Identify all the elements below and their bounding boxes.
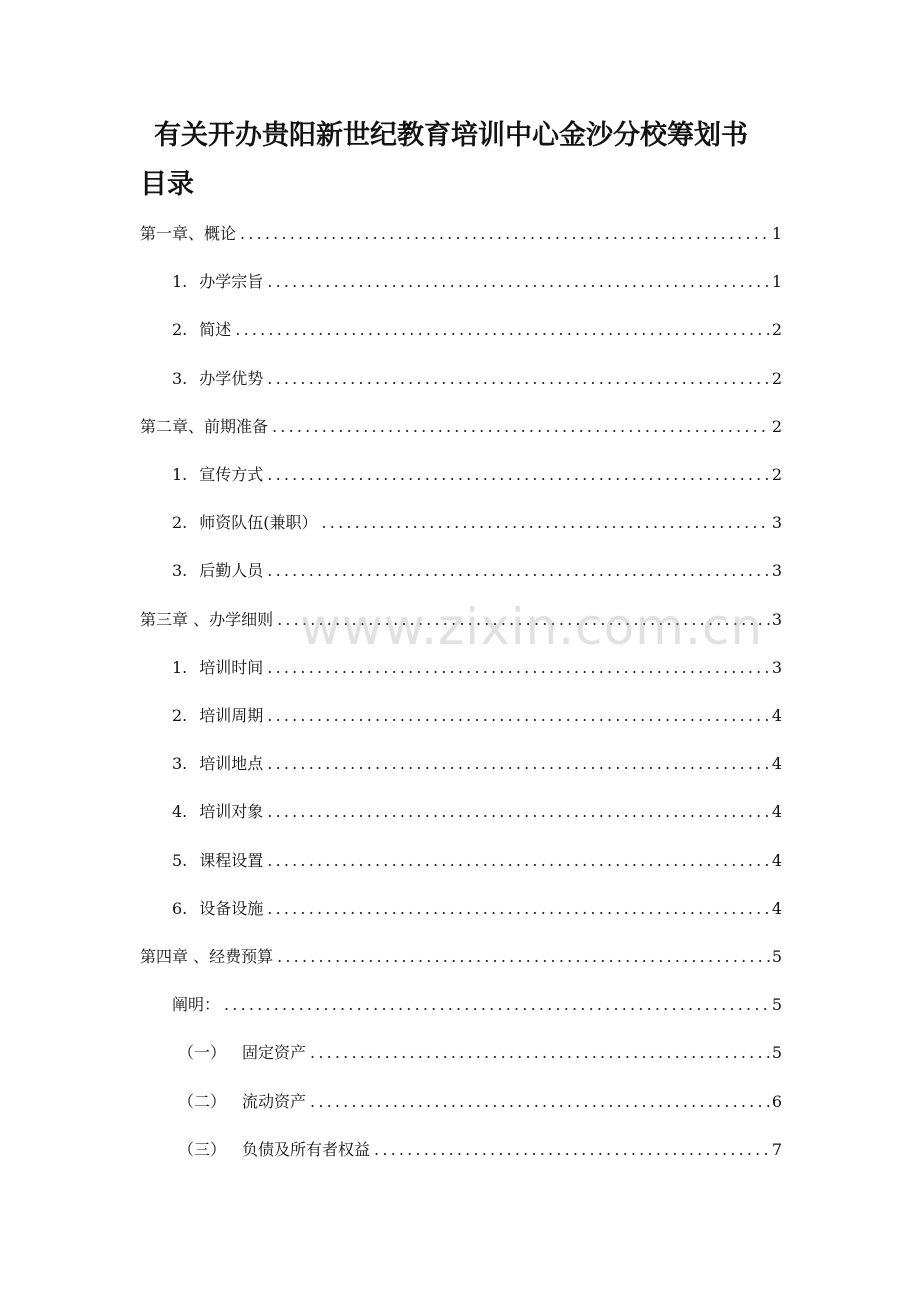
toc-entry-number: 5. (172, 850, 188, 870)
toc-dot-leader (267, 644, 770, 692)
toc-dot-leader (267, 837, 770, 885)
toc-entry[interactable] (172, 837, 782, 885)
toc-entry-label (178, 1029, 310, 1077)
toc-entry-number: 2. (172, 320, 188, 340)
toc-entry-label (140, 403, 272, 451)
toc-entry-label (178, 1078, 310, 1126)
toc-entry-number: （三） (178, 1139, 227, 1159)
toc-dot-leader (310, 1078, 770, 1126)
toc-entry-text: 培训周期 (199, 706, 264, 725)
toc-entry-text: 办学宗旨 (199, 272, 264, 292)
toc-entry[interactable] (178, 1078, 782, 1126)
toc-entry-number: 2. (172, 706, 188, 725)
toc-dot-leader (267, 355, 770, 403)
toc-entry[interactable] (172, 885, 782, 933)
toc-page-number: 2 (771, 320, 782, 340)
toc-dot-leader (267, 740, 770, 788)
toc-entry[interactable] (172, 499, 782, 547)
toc-page-number: 3 (771, 561, 782, 581)
toc-dot-leader (267, 547, 770, 595)
toc-entry[interactable] (178, 1029, 782, 1077)
toc-dot-leader (267, 885, 770, 933)
toc-entry-text: 师资队伍(兼职） (199, 513, 318, 533)
toc-dot-leader (310, 1029, 770, 1077)
toc-entry-label (172, 740, 267, 788)
toc-entry[interactable] (172, 258, 782, 306)
toc-entry-number: 4. (172, 802, 188, 822)
toc-entry[interactable] (140, 596, 782, 644)
toc-dot-leader (277, 596, 770, 644)
toc-entry[interactable] (172, 788, 782, 836)
toc-entry-number: （一） (178, 1043, 227, 1063)
toc-entry-label (172, 451, 267, 499)
toc-entry[interactable] (172, 355, 782, 403)
toc-entry-text: 阐明： (172, 995, 221, 1015)
toc-page-number: 3 (771, 657, 782, 677)
toc-page-number: 2 (771, 416, 782, 436)
toc-entry[interactable] (172, 451, 782, 499)
toc-page-number: 4 (771, 706, 782, 725)
toc-dot-leader (235, 306, 770, 354)
toc-entry-text: 流动资产 (242, 1091, 307, 1111)
toc-entry-label (172, 885, 267, 933)
toc-entry-text: 固定资产 (242, 1043, 307, 1063)
toc-dot-leader (267, 451, 770, 499)
toc-entry-text: 办学优势 (199, 368, 264, 388)
toc-page-number: 5 (771, 995, 782, 1015)
toc-dot-leader (272, 403, 770, 451)
toc-entry-number: 6. (172, 898, 188, 918)
toc-dot-leader (322, 499, 770, 547)
toc-entry[interactable] (140, 210, 782, 258)
toc-entry-number: （二） (178, 1091, 227, 1111)
toc-entry-text: 宣传方式 (199, 465, 264, 484)
toc-page-number: 4 (771, 754, 782, 774)
toc-dot-leader (224, 981, 770, 1029)
toc-entry-label (172, 355, 267, 403)
toc-entry-number: 2. (172, 513, 188, 533)
toc-entry-label (172, 644, 267, 692)
toc-entry-text: 后勤人员 (199, 561, 264, 581)
toc-entry-text: 简述 (199, 320, 232, 340)
toc-entry[interactable] (172, 547, 782, 595)
toc-page-number: 5 (771, 1043, 782, 1063)
toc-entry-text: 设备设施 (199, 898, 264, 918)
toc-entry[interactable] (172, 644, 782, 692)
toc-entry-text: 第一章、概论 (140, 224, 237, 243)
toc-entry-label (172, 837, 267, 885)
toc-entry-label (172, 788, 267, 836)
toc-entry-text: 负债及所有者权益 (242, 1139, 371, 1159)
toc-entry-text: 培训地点 (199, 754, 264, 774)
toc-entry-label (172, 258, 267, 306)
toc-entry-number: 3. (172, 368, 188, 388)
toc-dot-leader (374, 1126, 770, 1174)
toc-page-number: 3 (771, 513, 782, 533)
toc-entry-label (172, 306, 235, 354)
toc-dot-leader (267, 788, 770, 836)
toc-page-number: 4 (771, 802, 782, 822)
toc-entry-number: 1. (172, 657, 188, 677)
toc-page-number: 4 (771, 850, 782, 870)
toc-entry-label (140, 596, 277, 644)
toc-entry[interactable] (140, 403, 782, 451)
toc-dot-leader (240, 210, 770, 258)
toc-page-number: 2 (771, 465, 782, 484)
toc-entry-text: 第三章 、办学细则 (140, 609, 274, 629)
toc-page-number: 2 (771, 368, 782, 388)
toc-entry-label (172, 499, 322, 547)
toc-page-number: 3 (771, 609, 782, 629)
toc-entry-label (178, 1126, 374, 1174)
toc-page-number: 1 (771, 224, 782, 243)
toc-entry-text: 课程设置 (199, 850, 264, 870)
toc-page-number: 5 (771, 947, 782, 966)
toc-entry[interactable] (172, 981, 782, 1029)
document-title: 有关开办贵阳新世纪教育培训中心金沙分校筹划书 (154, 120, 748, 151)
toc-page-number: 1 (771, 272, 782, 292)
toc-entry-text: 培训时间 (199, 657, 264, 677)
toc-dot-leader (277, 933, 770, 981)
toc-entry-label (140, 933, 277, 981)
toc-dot-leader (267, 692, 770, 740)
toc-entry-number: 1. (172, 272, 188, 292)
watermark: www.zixin.com.cn (300, 598, 764, 656)
toc-page-number: 7 (771, 1139, 782, 1159)
toc-entry[interactable] (172, 692, 782, 740)
toc-dot-leader (267, 258, 770, 306)
toc-entry-label (172, 981, 224, 1029)
toc-entry[interactable] (140, 933, 782, 981)
toc-page-number: 4 (771, 898, 782, 918)
toc-entry[interactable] (178, 1126, 782, 1174)
toc-heading: 目录 (140, 169, 194, 200)
toc-entry[interactable] (172, 740, 782, 788)
toc-entry-text: 第二章、前期准备 (140, 416, 269, 436)
toc-entry-number: 3. (172, 561, 188, 581)
toc-entry[interactable] (172, 306, 782, 354)
toc-entry-label (172, 692, 267, 740)
toc-entry-label (140, 210, 240, 258)
toc-page-number: 6 (771, 1091, 782, 1111)
toc-entry-number: 1. (172, 465, 188, 484)
toc-entry-text: 培训对象 (199, 802, 264, 822)
toc-entry-label (172, 547, 267, 595)
toc-entry-text: 第四章 、经费预算 (140, 947, 274, 966)
toc-entry-number: 3. (172, 754, 188, 774)
